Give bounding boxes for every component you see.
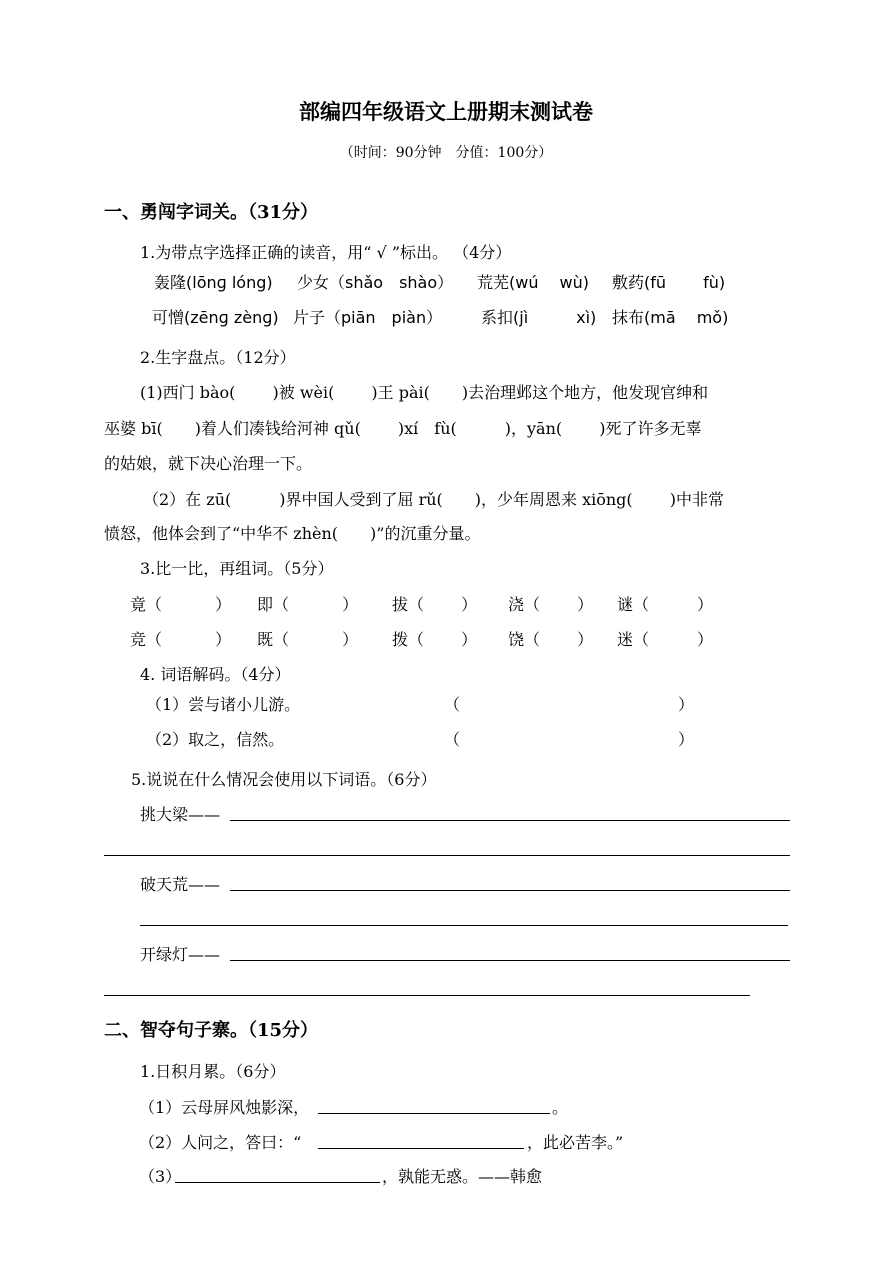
fill-blank[interactable] — [318, 1113, 550, 1114]
answer-paren-close: ） — [678, 695, 695, 714]
answer-line[interactable] — [104, 855, 790, 856]
fill-blank[interactable] — [175, 1182, 380, 1183]
term-label: 破天荒—— — [140, 875, 221, 894]
compare-item: 饶（ ） — [508, 630, 594, 649]
compare-item: 浇（ ） — [508, 595, 594, 614]
fill-prefix: （1）云母屏风烛影深， — [139, 1098, 310, 1117]
question-prompt: 1.日积月累。（6分） — [140, 1062, 286, 1081]
compare-item: 拔（ ） — [392, 595, 478, 614]
pinyin-item: 抹布(mā mǒ) — [612, 308, 729, 327]
fill-prefix: （3） — [139, 1167, 182, 1186]
answer-paren-open: （ — [444, 730, 461, 749]
passage-line: 巫婆 bī( )着人们凑钱给河神 qǔ( )xí fù( )，yān( )死了许多无辜 — [104, 419, 702, 438]
question-prompt: 5.说说在什么情况会使用以下词语。（6分） — [131, 770, 437, 789]
passage-line: 的姑娘，就下决心治理一下。 — [104, 454, 313, 473]
answer-line[interactable] — [230, 960, 790, 961]
question-prompt: 4. 词语解码。（4分） — [140, 665, 291, 684]
pinyin-item: 少女（shǎo shào） — [297, 273, 454, 292]
classical-sentence: （1）尝与诸小儿游。 — [146, 695, 301, 714]
passage-line: 愤怒，他体会到了“中华不 zhèn( )”的沉重分量。 — [104, 524, 481, 543]
pinyin-item: 可憎(zēnɡ zènɡ) — [152, 308, 279, 327]
answer-line[interactable] — [230, 890, 790, 891]
page-subtitle: （时间：90分钟 分值：100分） — [339, 145, 553, 161]
pinyin-item: 轰隆(lōnɡ lóng) — [154, 273, 273, 292]
passage-line: (1)西门 bào( )被 wèi( )王 pài( )去治理邺这个地方，他发现官绅和 — [140, 383, 709, 402]
fill-blank[interactable] — [318, 1148, 524, 1149]
answer-paren-open: （ — [444, 695, 461, 714]
classical-sentence: （2）取之，信然。 — [146, 730, 285, 749]
term-label: 开绿灯—— — [140, 945, 221, 964]
passage-line: （2）在 zū( )界中国人受到了屈 rǔ( )，少年周恩来 xiōng( )中非常 — [143, 490, 724, 509]
pinyin-item: 敷药(fū fù) — [612, 273, 726, 292]
answer-paren-close: ） — [678, 730, 695, 749]
compare-item: 即（ ） — [257, 595, 359, 614]
answer-line[interactable] — [104, 995, 750, 996]
compare-item: 迷（ ） — [617, 630, 714, 649]
answer-line[interactable] — [230, 820, 790, 821]
fill-prefix: （2）人问之，答曰：“ — [139, 1133, 302, 1152]
fill-suffix: ，此必苦李。” — [527, 1133, 624, 1152]
answer-line[interactable] — [140, 925, 788, 926]
compare-item: 竟（ ） — [130, 595, 232, 614]
question-prompt: 3.比一比，再组词。（5分） — [140, 559, 334, 578]
compare-item: 竞（ ） — [130, 630, 232, 649]
question-prompt: 2.生字盘点。（12分） — [140, 348, 296, 367]
pinyin-item: 系扣(jì xì) — [481, 308, 597, 327]
fill-suffix: 。 — [552, 1098, 569, 1117]
pinyin-item: 荒芜(wú wù) — [477, 273, 590, 292]
section-heading: 二、智夺句子寨。（15分） — [104, 1020, 319, 1041]
page-title: 部编四年级语文上册期末测试卷 — [299, 99, 593, 124]
compare-item: 既（ ） — [257, 630, 359, 649]
pinyin-item: 片子（piān piàn） — [293, 308, 443, 327]
compare-item: 谜（ ） — [617, 595, 714, 614]
section-heading: 一、勇闯字词关。（31分） — [104, 202, 319, 223]
question-prompt: 1.为带点字选择正确的读音，用“ √ ”标出。 （4分） — [140, 243, 512, 262]
fill-suffix: ，孰能无惑。——韩愈 — [382, 1167, 543, 1186]
term-label: 挑大梁—— — [140, 805, 221, 824]
compare-item: 拨（ ） — [392, 630, 478, 649]
